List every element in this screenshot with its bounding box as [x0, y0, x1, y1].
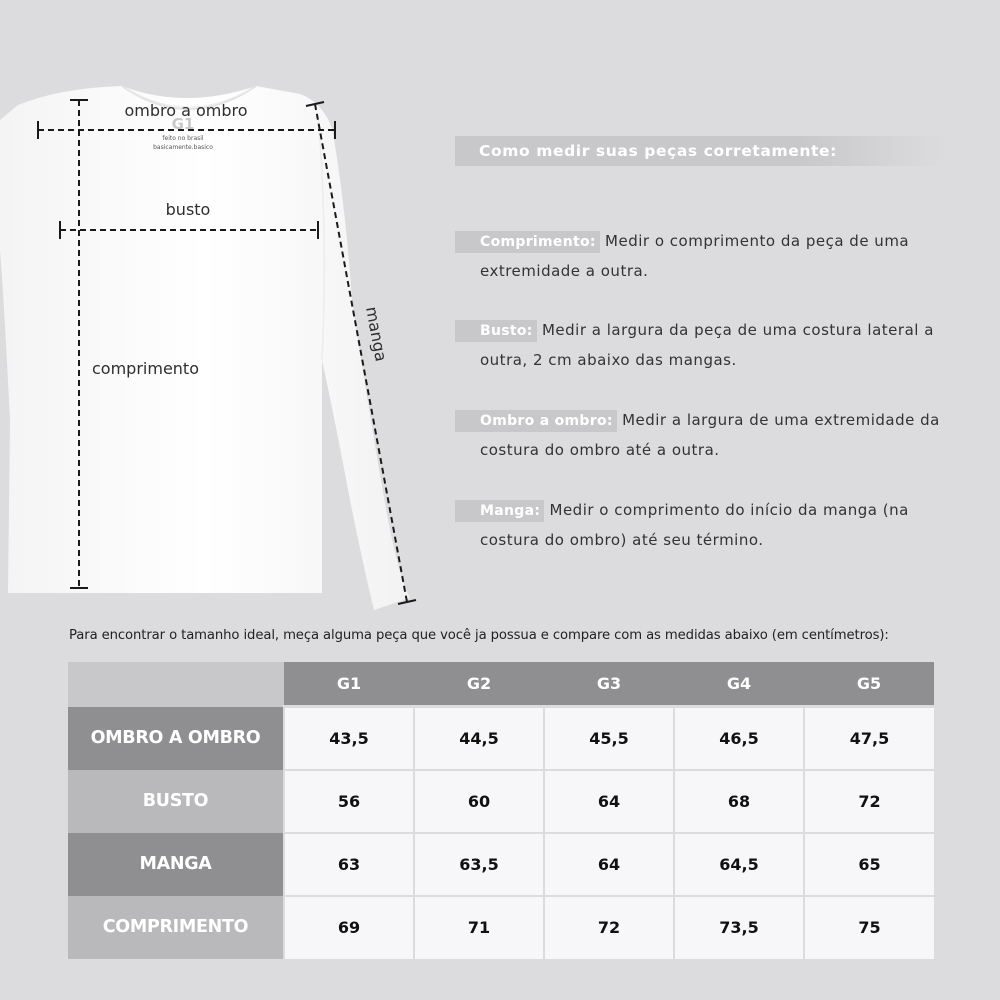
row-label-sleeve: MANGA: [68, 833, 284, 896]
size-table-corner: [68, 662, 284, 707]
neck-label-line1: feito no brasil: [162, 135, 204, 142]
cell-sleeve-g1: 63: [284, 833, 414, 896]
guide-text-sleeve: Medir o comprimento do início da manga (na costura do ombro) até seu término.: [480, 501, 909, 549]
size-col-g1: G1: [284, 662, 414, 707]
size-row-bust: [68, 770, 934, 833]
size-col-g4: G4: [674, 662, 804, 707]
cell-length-g2: 71: [414, 896, 544, 959]
cell-shoulder-g2: 44,5: [414, 707, 544, 770]
cell-bust-g2: 60: [414, 770, 544, 833]
size-col-g2: G2: [414, 662, 544, 707]
cell-shoulder-g1: 43,5: [284, 707, 414, 770]
neck-label-line2: basicamente.basico: [153, 144, 213, 151]
shirt-diagram: [0, 0, 450, 620]
shoulder-label: ombro a ombro: [124, 101, 248, 120]
cell-shoulder-g4: 46,5: [674, 707, 804, 770]
shirt-shape: [0, 86, 410, 610]
size-col-g3: G3: [544, 662, 674, 707]
guide-tag-length: Comprimento:: [455, 231, 600, 253]
cell-bust-g4: 68: [674, 770, 804, 833]
neck-label-size: G1: [171, 115, 195, 133]
row-label-shoulder: OMBRO A OMBRO: [68, 707, 284, 770]
size-table-intro: Para encontrar o tamanho ideal, meça alguma peça que você ja possua e compare com as medidas abaixo (em centímetros):: [69, 628, 889, 643]
size-row-length: [68, 896, 934, 959]
bust-label: busto: [165, 200, 211, 219]
cell-bust-g3: 64: [544, 770, 674, 833]
sleeve-label: manga: [362, 304, 391, 364]
size-row-shoulder: [68, 707, 934, 770]
cell-bust-g5: 72: [804, 770, 934, 833]
guide-item-shoulder: [455, 405, 955, 465]
guide-tag-bust: Busto:: [455, 320, 537, 342]
row-label-length: COMPRIMENTO: [68, 896, 284, 959]
size-row-sleeve: [68, 833, 934, 896]
cell-sleeve-g2: 63,5: [414, 833, 544, 896]
guide-item-bust: [455, 315, 955, 375]
guide-item-length: [455, 226, 955, 286]
size-col-g5: G5: [804, 662, 934, 707]
guide-tag-sleeve: Manga:: [455, 500, 544, 522]
guide-title: Como medir suas peças corretamente:: [455, 136, 945, 166]
cell-shoulder-g3: 45,5: [544, 707, 674, 770]
cell-shoulder-g5: 47,5: [804, 707, 934, 770]
row-label-bust: BUSTO: [68, 770, 284, 833]
cell-bust-g1: 56: [284, 770, 414, 833]
guide-text-length: Medir o comprimento da peça de uma extremidade a outra.: [480, 232, 910, 280]
size-table: [68, 662, 934, 959]
guide-tag-shoulder: Ombro a ombro:: [455, 410, 617, 432]
cell-sleeve-g4: 64,5: [674, 833, 804, 896]
cell-length-g5: 75: [804, 896, 934, 959]
size-table-header: [68, 662, 934, 707]
cell-length-g3: 72: [544, 896, 674, 959]
guide-item-sleeve: [455, 495, 955, 555]
cell-sleeve-g5: 65: [804, 833, 934, 896]
cell-length-g1: 69: [284, 896, 414, 959]
guide-text-bust: Medir a largura da peça de uma costura lateral a outra, 2 cm abaixo das mangas.: [480, 321, 934, 369]
cell-sleeve-g3: 64: [544, 833, 674, 896]
guide-text-shoulder: Medir a largura de uma extremidade da costura do ombro até a outra.: [480, 411, 940, 459]
cell-length-g4: 73,5: [674, 896, 804, 959]
length-label: comprimento: [92, 359, 199, 378]
